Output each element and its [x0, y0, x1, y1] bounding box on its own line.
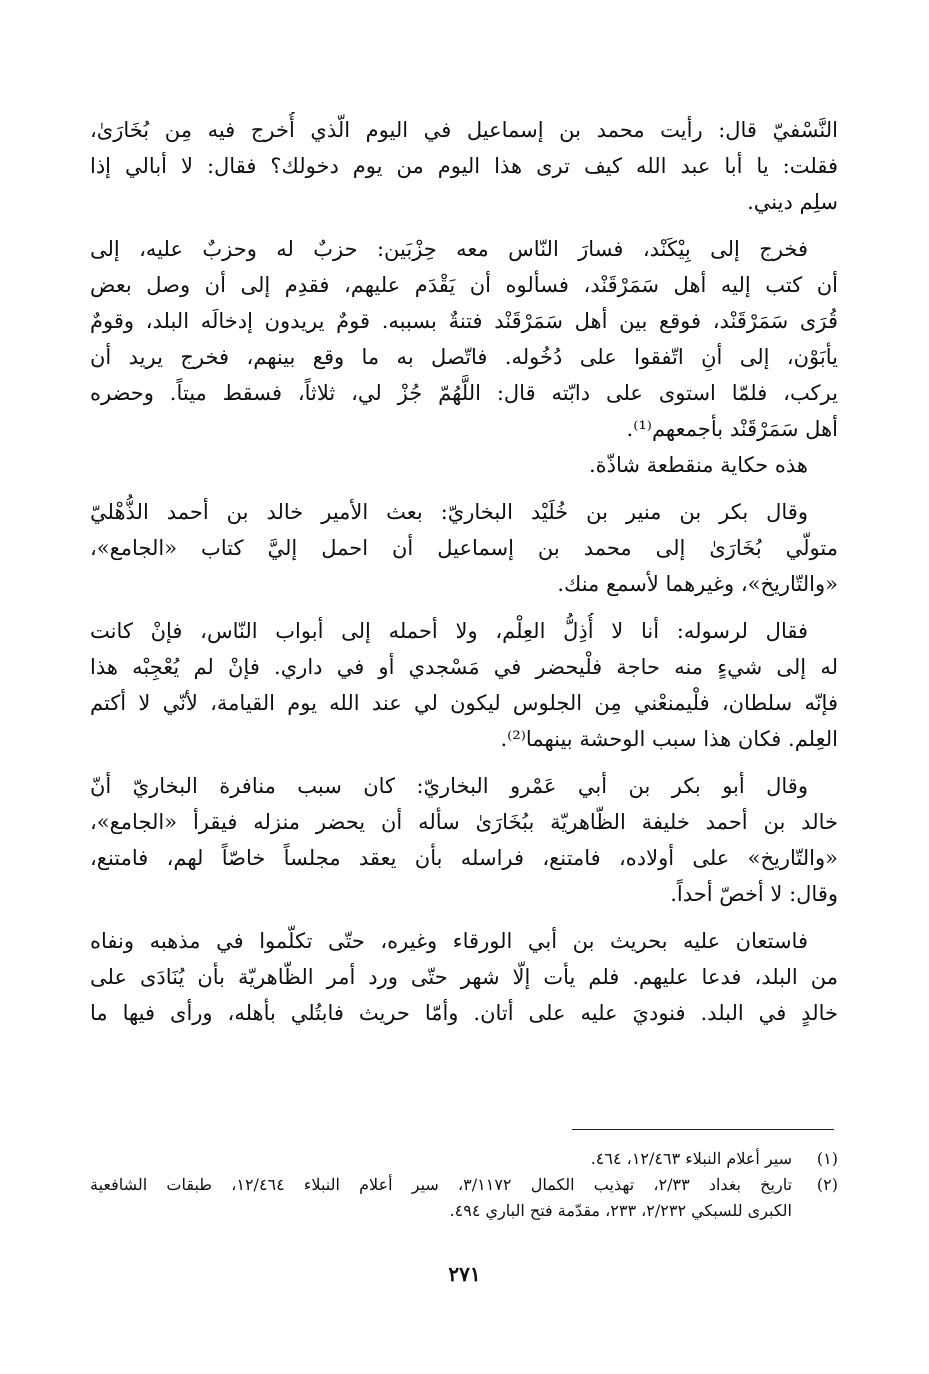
text-line: «والتّاريخ» على أولاده، فامتنع، فراسله بأن يعقد مجلساً خاصّاً لهم، فامتنع،	[90, 846, 838, 870]
text-line: يأبَوْن، إلى أنِ اتّفقوا على دُخُوله. فاتّصل به ما وقع بينهم، فخرج يريد أن	[90, 345, 838, 369]
text-line: وقال: لا أخصّ أحداً.	[670, 882, 838, 906]
footnote-line: سير أعلام النبلاء ١٢/٤٦٣، ٤٦٤.	[590, 1149, 792, 1168]
footnote-line: الكبرى للسبكي ٢/٢٣٢، ٢٣٣، مقدّمة فتح الباري ٤٩٤.	[449, 1201, 792, 1220]
text-line: فخرج إلى بِيْكَنْد، فسارَ النّاس معه حِزْبَين: حزبٌ له وحزبٌ عليه، إلى	[90, 237, 808, 261]
text-line: النَّسْفيّ قال: رأيت محمد بن إسماعيل في اليوم الّذي أُخرج فيه مِن بُخَارَىٰ،	[90, 118, 838, 142]
text-line: أهل سَمَرْقَنْد بأجمعهم⁽¹⁾.	[626, 417, 838, 441]
paragraph-2	[90, 231, 838, 483]
text-line: فاستعان عليه بحريث بن أبي الورقاء وغيره، حتّى تكلّموا في مذهبه ونفاه	[90, 929, 808, 953]
footnote-1	[90, 1146, 838, 1172]
footnote-body	[90, 1146, 792, 1172]
text-line: وقال أبو بكر بن أبي عَمْرو البخاريّ: كان سبب منافرة البخاريّ أنّ	[90, 774, 808, 798]
text-line: متولّي بُخَارَىٰ إلى محمد بن إسماعيل أن احمل إليَّ كتاب «الجامع»،	[90, 536, 838, 560]
footnote-number: (١)	[816, 1149, 838, 1168]
text-line: هذه حكاية منقطعة شاذّة.	[588, 453, 808, 477]
text-line: قُرَى سَمَرْقَنْد، فوقع بين أهل سَمَرْقَنْد فتنةٌ بسببه. قومٌ يريدون إدخالَه البلد، وقومٌ	[90, 309, 838, 333]
footnote-number: (٢)	[816, 1175, 838, 1194]
text-line: العِلم. فكان هذا سبب الوحشة بينهما⁽²⁾.	[500, 727, 838, 751]
footnote-body	[90, 1172, 792, 1224]
page-number: ٢٧١	[448, 1262, 481, 1286]
paragraph-5	[90, 768, 838, 912]
footnotes	[90, 1146, 838, 1224]
text-line: فقلت: يا أبا عبد الله كيف ترى هذا اليوم من يوم دخولك؟ فقال: لا أبالي إذا	[90, 154, 838, 178]
footnote-separator	[572, 1129, 834, 1130]
text-line: أن كتب إليه أهل سَمَرْقَنْد، فسألوه أن يَقْدَم عليهم، فقدِم إلى أن وصل بعض	[90, 273, 838, 297]
paragraph-3	[90, 494, 838, 602]
text-line: من البلد، فدعا عليهم. فلم يأت إلّا شهر حتّى ورد أمر الظّاهريّة بأن يُنَادَى على	[90, 965, 838, 989]
text-line: خالدٍ في البلد. فنوديَ عليه على أتان. وأمّا حريث فابتُلي بأهله، ورأى فيها ما	[90, 1001, 838, 1025]
text-line: له إلى شيءٍ منه حاجة فلْيحضر في مَسْجدي أو في داري. فإنْ لم يُعْجِبْه هذا	[90, 655, 838, 679]
text-line: سلِم ديني.	[747, 190, 838, 214]
text-line: «والتّاريخ»، وغيرهما لأسمع منك.	[557, 572, 838, 596]
text-line: يركب، فلمّا استوى على دابّته قال: اللَّهُمّ جُزْ لي، ثلاثاً، فسقط ميتاً. وحضره	[90, 381, 838, 405]
main-text	[90, 112, 838, 1042]
text-line: خالد بن أحمد خليفة الظّاهريّة ببُخَارَىٰ سأله أن يحضر منزله فيقرأ «الجامع»،	[90, 810, 838, 834]
text-line: فإنّه سلطان، فلْيمنعْني مِن الجلوس ليكون لي عند الله يوم القيامة، لأنّي لا أكتم	[90, 691, 838, 715]
paragraph-4	[90, 613, 838, 757]
paragraph-6	[90, 923, 838, 1031]
footnote-line: تاريخ بغداد ٢/٣٣، تهذيب الكمال ٣/١١٧٢، سير أعلام النبلاء ١٢/٤٦٤، طبقات الشافعية	[90, 1175, 792, 1194]
footnote-2	[90, 1172, 838, 1224]
text-line: وقال بكر بن منير بن خُلَيْد البخاريّ: بعث الأمير خالد بن أحمد الذُّهْليّ	[90, 500, 808, 524]
paragraph-1	[90, 112, 838, 220]
text-line: فقال لرسوله: أنا لا أُذِلُّ العِلْم، ولا أحمله إلى أبواب النّاس، فإنْ كانت	[90, 619, 808, 643]
